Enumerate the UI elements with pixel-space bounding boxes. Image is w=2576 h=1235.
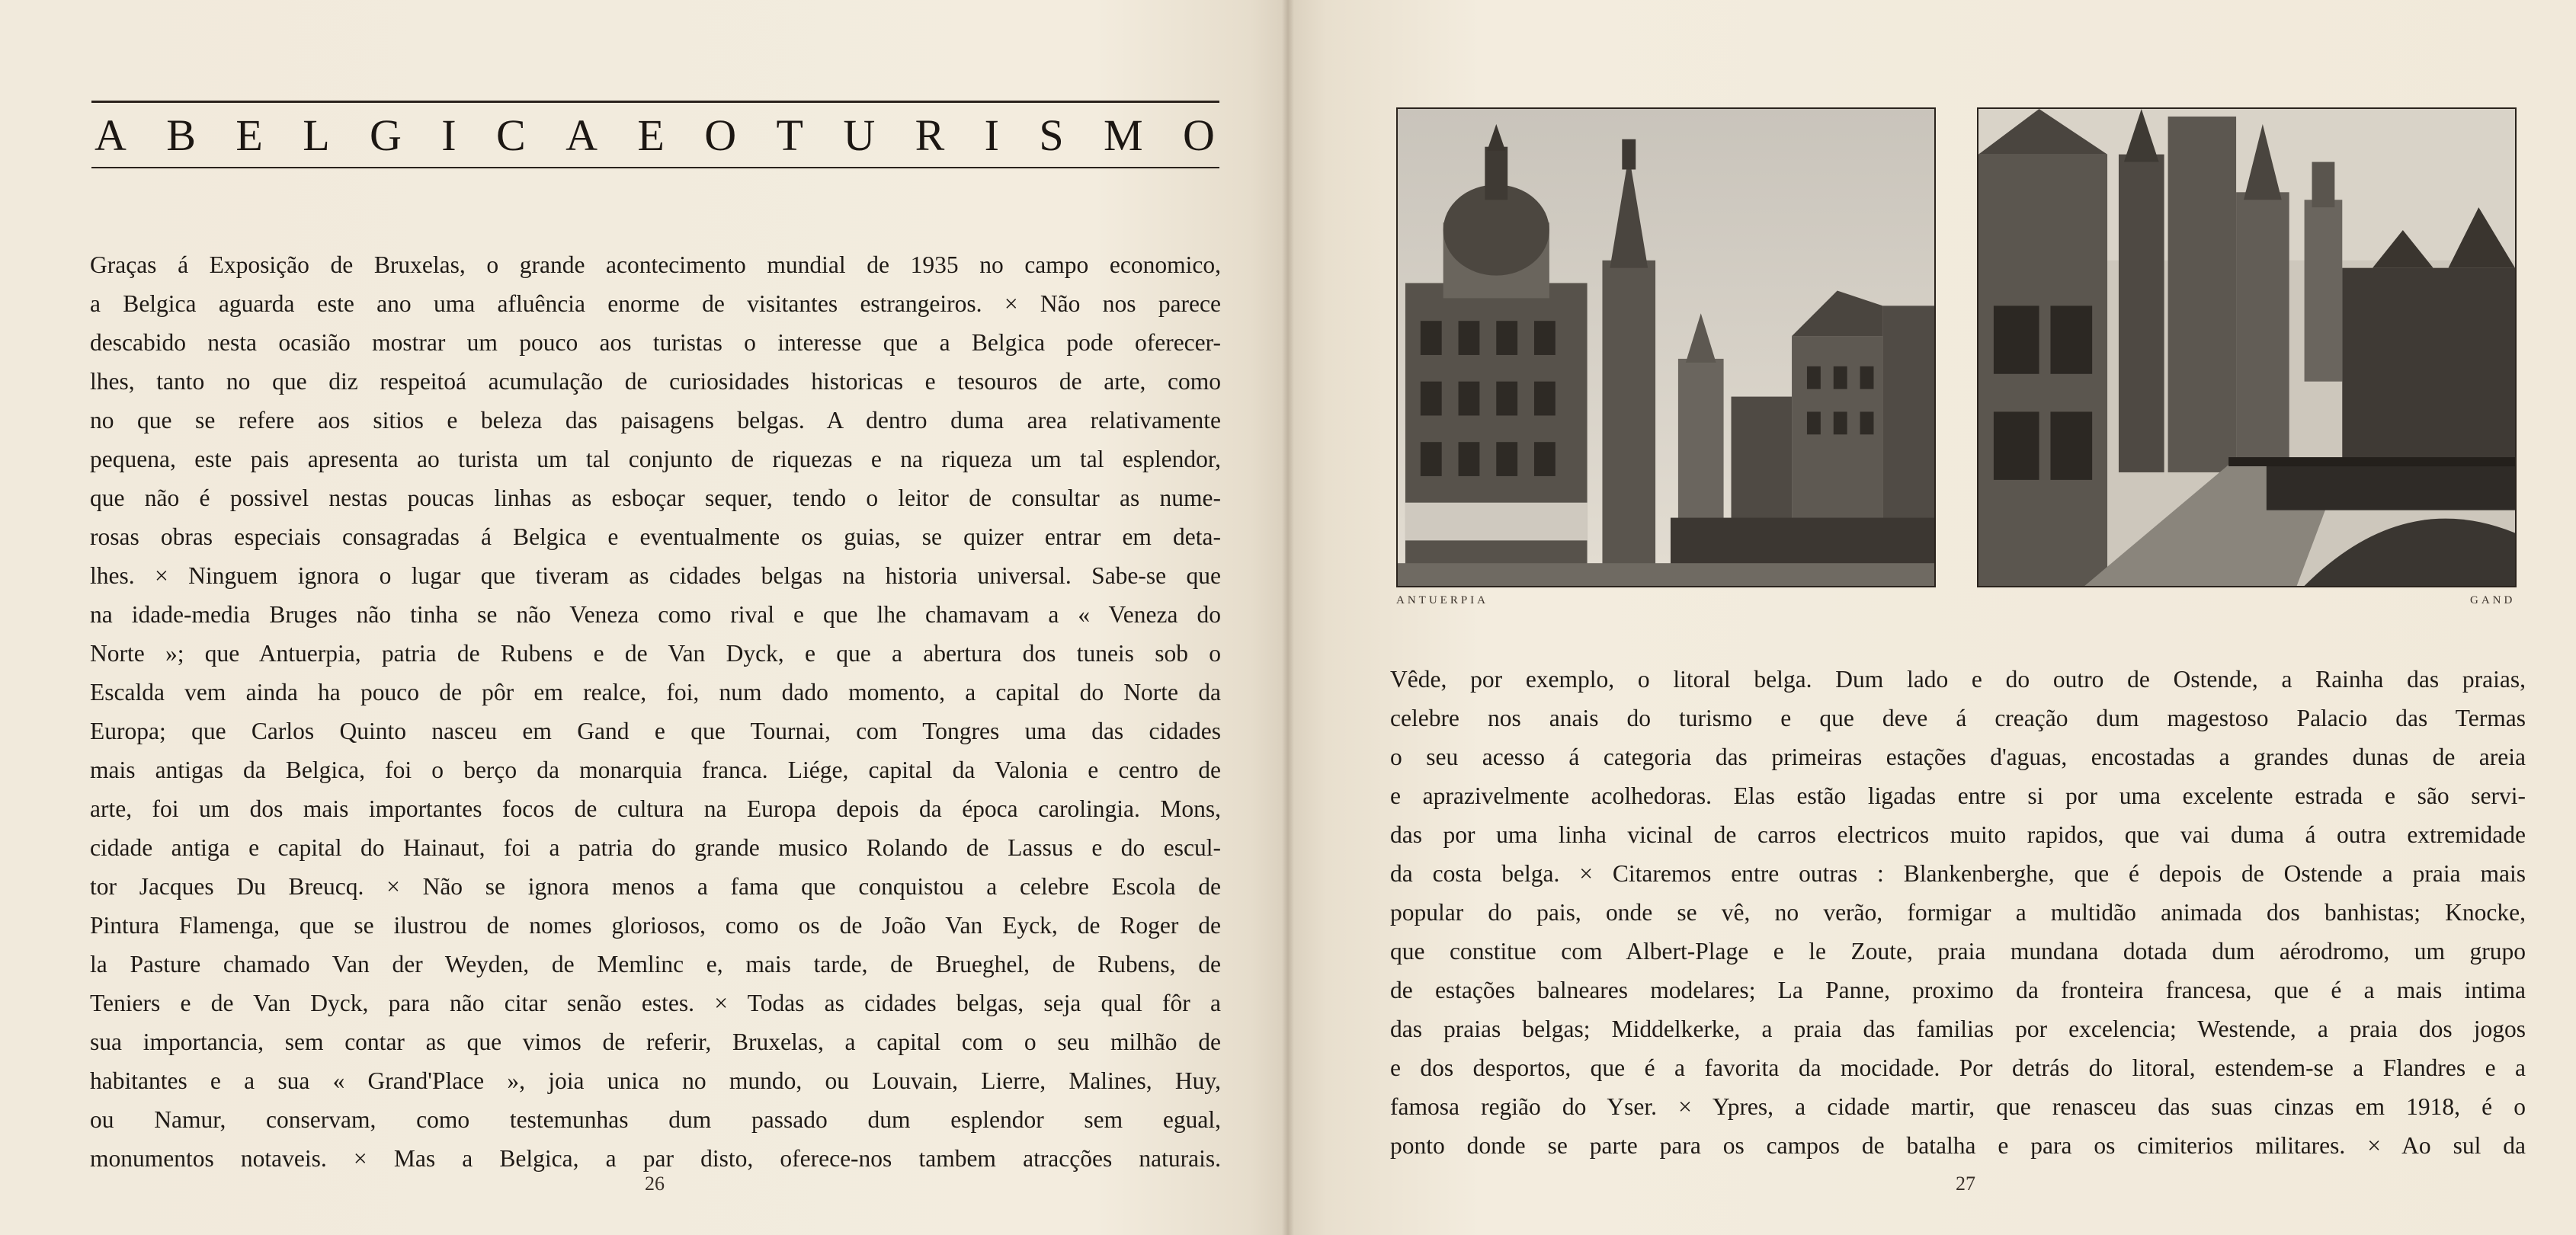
text-line: das por uma linha vicinal de carros electricos muito rapidos, que vai duma á outra extremidade — [1390, 821, 2526, 848]
text-line: a Belgica aguarda este ano uma afluência enorme de visitantes estrangeiros. × Não nos parece — [90, 290, 1221, 317]
chapter-title-text — [91, 103, 1219, 167]
text-line: e aprazivelmente acolhedoras. Elas estão ligadas entre si por uma excelente estrada e são servi- — [1390, 782, 2526, 809]
text-line: Norte »; que Antuerpia, patria de Rubens e de Van Dyck, e que a abertura dos tuneis sob o — [90, 640, 1221, 667]
text-line: na idade-media Bruges não tinha se não Veneza como rival e que lhe chamavam a « Veneza do — [90, 601, 1221, 628]
title-letter: C — [496, 110, 527, 160]
text-line: tor Jacques Du Breucq. × Não se ignora menos a fama que conquistou a celebre Escola de — [90, 873, 1221, 900]
page-number-left: 26 — [645, 1173, 665, 1195]
ghent-photo — [1977, 107, 2517, 587]
text-line: Vêde, por exemplo, o litoral belga. Dum lado e do outro de Ostende, a Rainha das praias, — [1390, 666, 2526, 693]
text-line: sua importancia, sem contar as que vimos de referir, Bruxelas, a capital com o seu milhão de — [90, 1029, 1221, 1055]
title-letter: O — [704, 110, 739, 160]
text-line: da costa belga. × Citaremos entre outras : Blankenberghe, que é depois de Ostende a praia mais — [1390, 860, 2526, 887]
title-letter: E — [637, 110, 666, 160]
text-line: popular do pais, onde se vê, no verão, formigar a multidão animada dos banhistas; Knocke, — [1390, 899, 2526, 926]
text-line: Pintura Flamenga, que se ilustrou de nomes gloriosos, como os de João Van Eyck, de Roger de — [90, 912, 1221, 939]
title-letter: B — [166, 110, 197, 160]
title-letter: I — [441, 110, 458, 160]
photo-caption-ghent: GAND — [2470, 594, 2516, 606]
text-line: descabido nesta ocasião mostrar um pouco aos turistas o interesse que a Belgica pode oferecer- — [90, 329, 1221, 356]
text-line: o seu acesso á categoria das primeiras estações d'aguas, encostadas a grandes dunas de areia — [1390, 744, 2526, 770]
title-letter: A — [95, 110, 128, 160]
text-line: famosa região do Yser. × Ypres, a cidade martir, que renasceu das suas cinzas em 1918, é o — [1390, 1093, 2526, 1120]
text-line: habitantes e a sua « Grand'Place », joia unica no mundo, ou Louvain, Lierre, Malines, Huy, — [90, 1067, 1221, 1094]
text-line: la Pasture chamado Van der Weyden, de Memlinc e, mais tarde, de Brueghel, de Rubens, de — [90, 951, 1221, 977]
title-rule-bottom — [91, 167, 1219, 168]
title-letter: I — [984, 110, 1001, 160]
title-letter: R — [915, 110, 947, 160]
text-line: monumentos notaveis. × Mas a Belgica, a par disto, oferece-nos tambem atracções naturais. — [90, 1145, 1221, 1172]
text-line: arte, foi um dos mais importantes focos de cultura na Europa depois da época carolingia. Mons, — [90, 795, 1221, 822]
text-line: que constitue com Albert-Plage e le Zoute, praia mundana dotada dum aérodromo, um grupo — [1390, 938, 2526, 965]
text-line: e dos desportos, que é a favorita da mocidade. Por detrás do litoral, estendem-se a Flandres e a — [1390, 1054, 2526, 1081]
text-line: lhes, tanto no que diz respeitoá acumulação de curiosidades historicas e tesouros de arte, como — [90, 368, 1221, 395]
title-letter: E — [235, 110, 264, 160]
text-line: de estações balneares modelares; La Panne, proximo da fronteira francesa, que é a mais intima — [1390, 977, 2526, 1003]
title-letter: O — [1183, 110, 1216, 160]
text-line: ou Namur, conservam, como testemunhas dum passado dum esplendor sem egual, — [90, 1106, 1221, 1133]
text-line: rosas obras especiais consagradas á Belgica e eventualmente os guias, se quizer entrar em deta- — [90, 523, 1221, 550]
title-letter: L — [303, 110, 332, 160]
text-line: Teniers e de Van Dyck, para não citar senão estes. × Todas as cidades belgas, seja qual fôr a — [90, 990, 1221, 1016]
right-page — [1288, 0, 2576, 1235]
title-letter: G — [370, 110, 403, 160]
chapter-title — [91, 101, 1219, 168]
text-line: lhes. × Ninguem ignora o lugar que tiveram as cidades belgas na historia universal. Sabe-se que — [90, 562, 1221, 589]
title-letter: S — [1039, 110, 1065, 160]
title-letter: M — [1104, 110, 1145, 160]
title-letter: A — [566, 110, 599, 160]
text-line: Graças á Exposição de Bruxelas, o grande acontecimento mundial de 1935 no campo economico, — [90, 251, 1221, 278]
text-line: cidade antiga e capital do Hainaut, foi a patria do grande musico Rolando de Lassus e do escul- — [90, 834, 1221, 861]
photo-caption-antwerp: ANTUERPIA — [1396, 594, 1488, 606]
text-line: pequena, este pais apresenta ao turista um tal conjunto de riquezas e na riqueza um tal esplendor, — [90, 446, 1221, 472]
left-body-text — [90, 245, 1221, 1178]
antwerp-photo — [1396, 107, 1936, 587]
text-line: Escalda vem ainda ha pouco de pôr em realce, foi, num dado momento, a capital do Norte da — [90, 679, 1221, 705]
book-gutter — [1282, 0, 1294, 1235]
right-body-text — [1390, 660, 2526, 1165]
page-number-right: 27 — [1956, 1173, 1975, 1195]
text-line: que não é possivel nestas poucas linhas as esboçar sequer, tendo o leitor de consultar as nume- — [90, 485, 1221, 511]
text-line: das praias belgas; Middelkerke, a praia das familias por excelencia; Westende, a praia dos jogos — [1390, 1016, 2526, 1042]
text-line: no que se refere aos sitios e beleza das paisagens belgas. A dentro duma area relativamente — [90, 407, 1221, 434]
text-line: ponto donde se parte para os campos de batalha e para os cimiterios militares. × Ao sul da — [1390, 1132, 2526, 1159]
title-letter: U — [843, 110, 877, 160]
text-line: Europa; que Carlos Quinto nasceu em Gand e que Tournai, com Tongres uma das cidades — [90, 718, 1221, 744]
title-letter: T — [776, 110, 805, 160]
text-line: mais antigas da Belgica, foi o berço da monarquia franca. Liége, capital da Valonia e centro de — [90, 757, 1221, 783]
text-line: celebre nos anais do turismo e que deve á creação dum magestoso Palacio das Termas — [1390, 705, 2526, 731]
